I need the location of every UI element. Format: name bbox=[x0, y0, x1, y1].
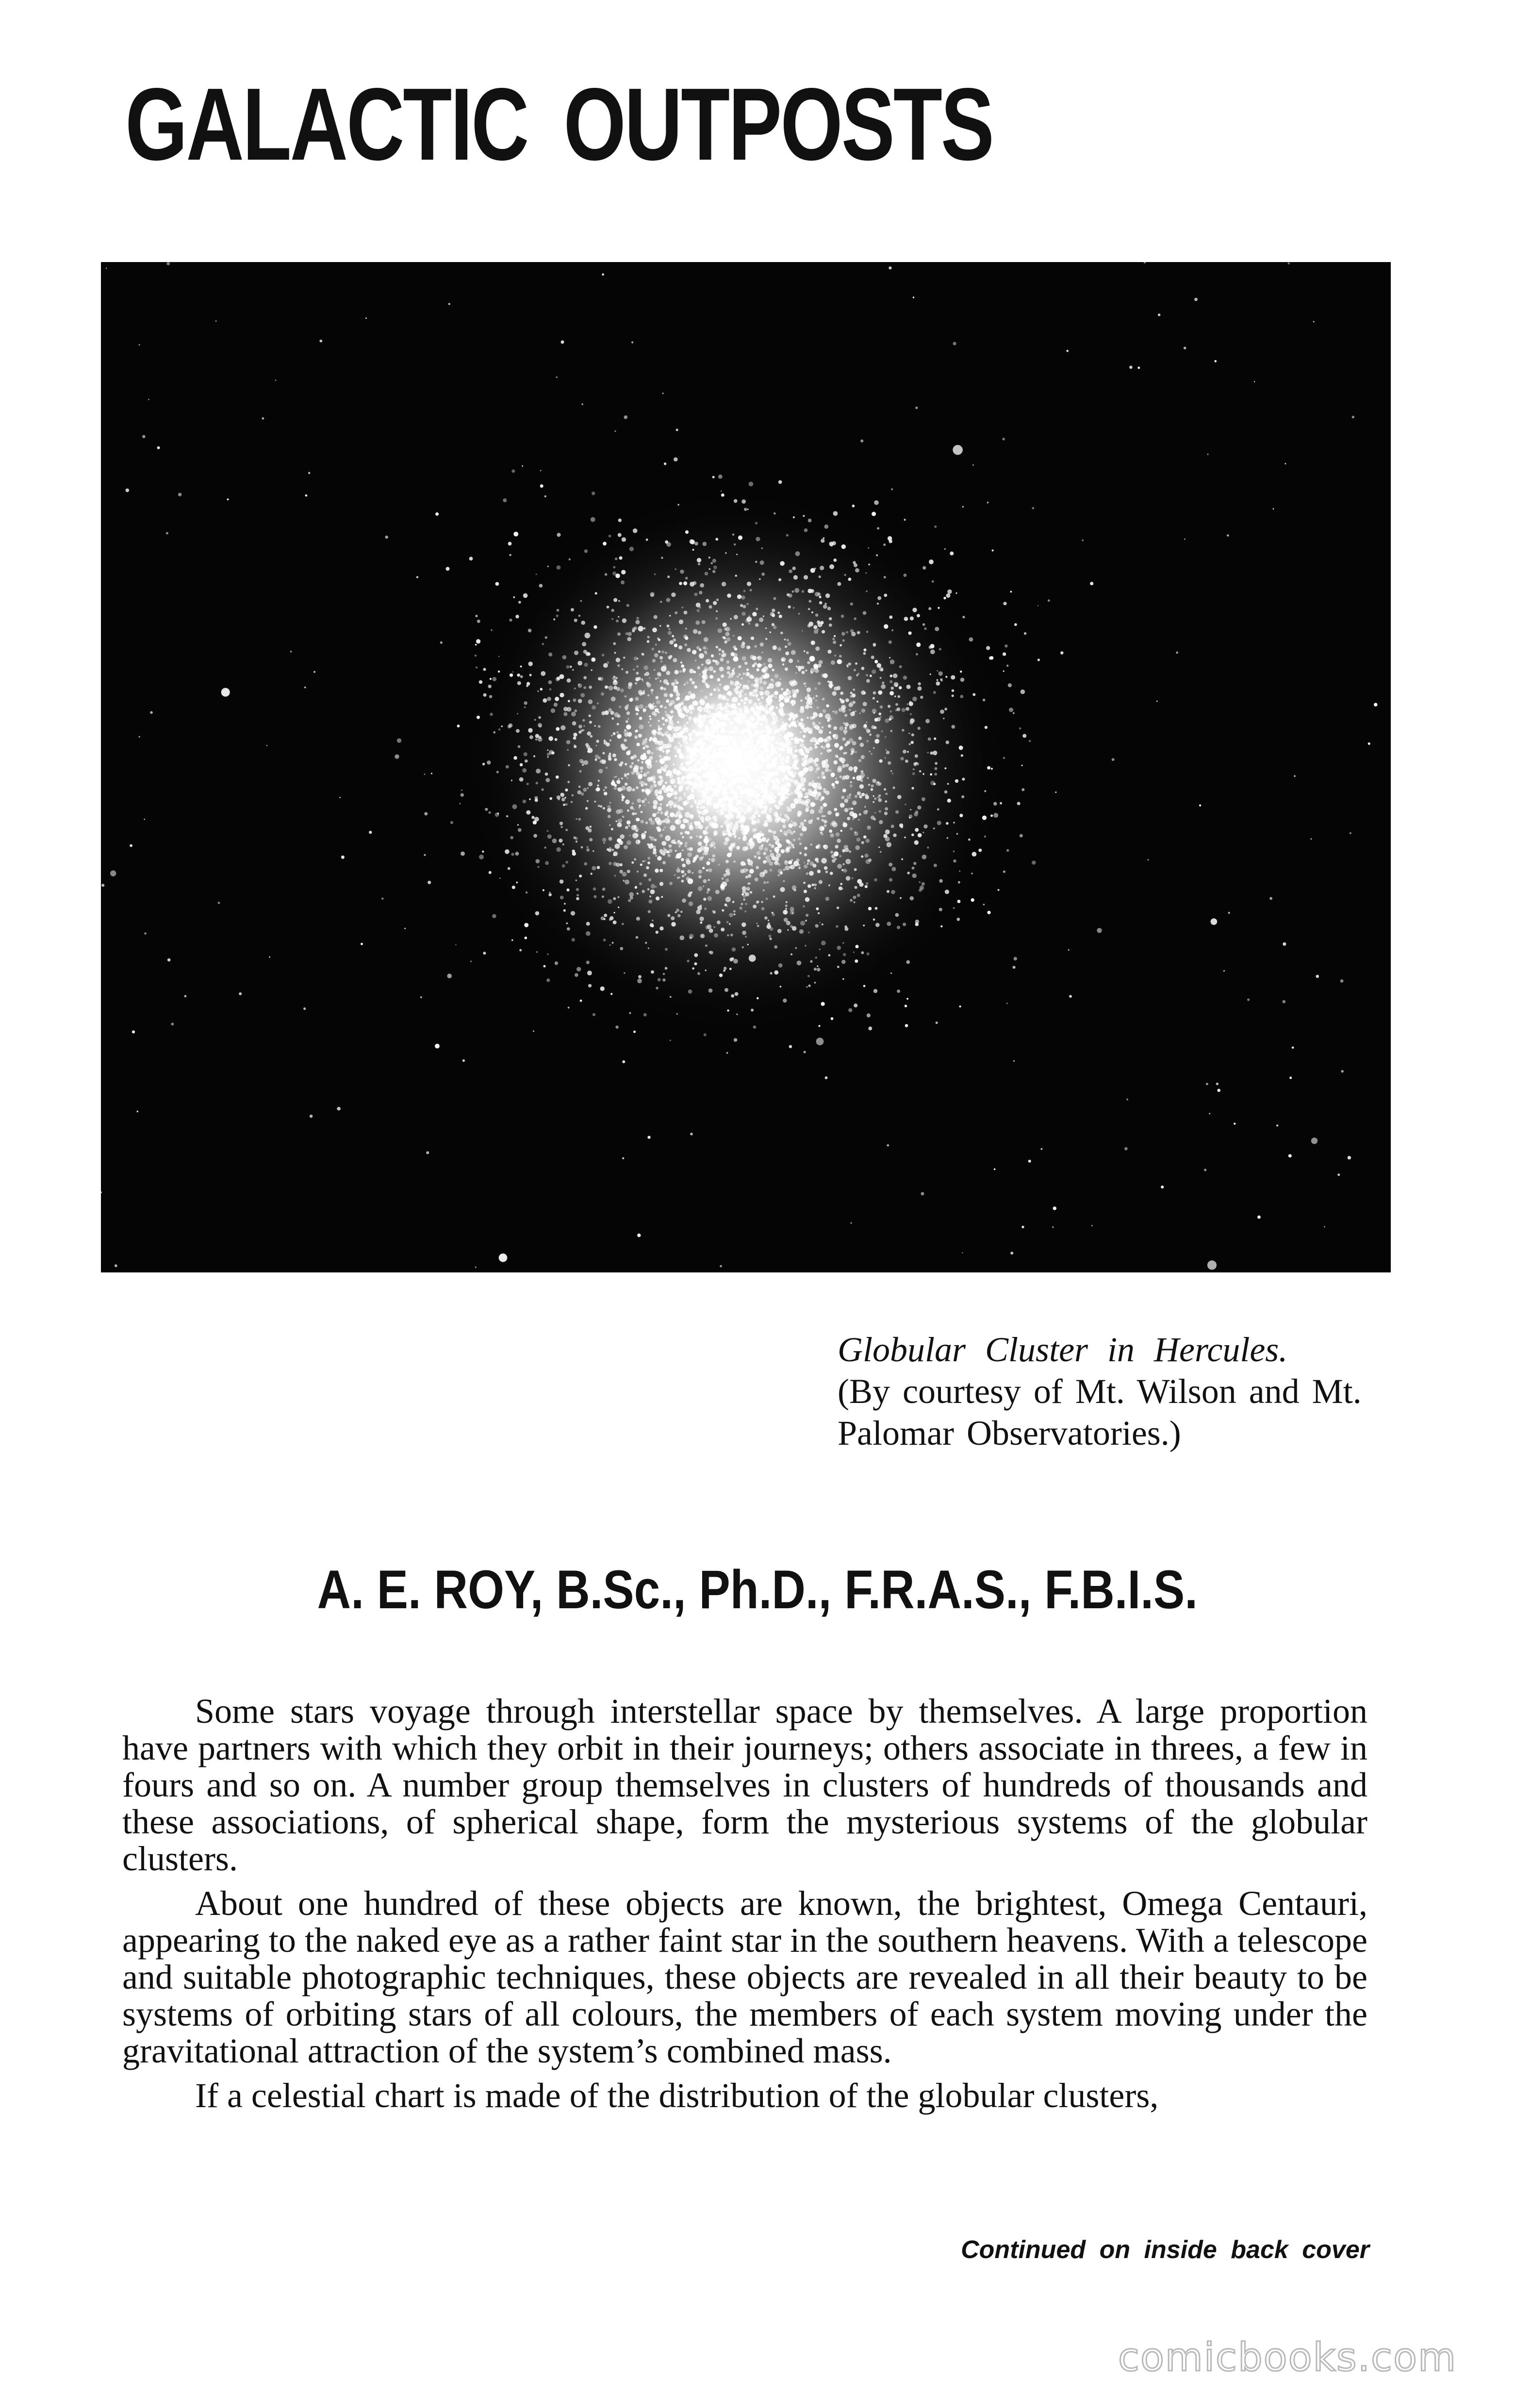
star-field-image bbox=[101, 262, 1391, 1272]
watermark: comicbooks.com bbox=[1118, 2335, 1457, 2380]
page-title: GALACTIC OUTPOSTS bbox=[125, 66, 993, 181]
caption-credit: (By courtesy of Mt. Wilson and Mt. Palomar Observatories.) bbox=[838, 1372, 1362, 1452]
continued-note: Continued on inside back cover bbox=[961, 2236, 1369, 2264]
author-byline-text: A. E. ROY, B.Sc., Ph.D., F.R.A.S., F.B.I.S. bbox=[317, 1559, 1198, 1620]
globular-cluster-photo bbox=[101, 262, 1391, 1272]
photo-caption bbox=[838, 1329, 1371, 1454]
article-body bbox=[122, 1693, 1367, 2122]
article-paragraph: About one hundred of these objects are known, the brightest, Omega Centauri, appearing to the naked eye as a rather faint star in the southern heavens. With a telescope and suitable photographic techniques, these objects are revealed in all their beauty to be systems of orbiting stars of all colours, the members of each system moving under the gravitational attraction of the system’s combined mass. bbox=[122, 1884, 1367, 2070]
author-byline bbox=[0, 1559, 1515, 1620]
article-paragraph: If a celestial chart is made of the distribution of the globular clusters, bbox=[195, 2076, 1159, 2115]
caption-title: Globular Cluster in Hercules. bbox=[838, 1330, 1288, 1369]
article-paragraph: Some stars voyage through interstellar space by themselves. A large proportion have partners with which they orbit in their journeys; others associate in threes, a few in fours and so on. A number group themselves in clusters of hundreds of thousands and these associations, of spherical shape, form the mysterious systems of the globular clusters. bbox=[122, 1692, 1367, 1878]
